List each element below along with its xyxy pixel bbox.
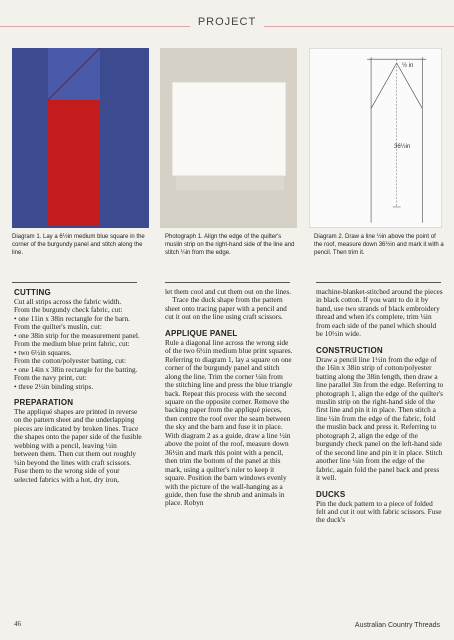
body-paragraph: From the quilter's muslin, cut: bbox=[14, 322, 102, 332]
body-paragraph: Pin the duck pattern to a piece of folded felt and cut it out with fabric scissors. Fuse the duck's bbox=[316, 498, 442, 525]
page-number: 46 bbox=[14, 620, 21, 628]
body-paragraph: Draw a pencil line 1½in from the edge of the 16in x 38in strip of cotton/polyester batting along the 38in length, then draw a line parallel 3in from the edge. Referring to photograph 1, align the edge of the quilter's muslin strip on the right-hand side of the first line and pin it in place. Then stitch a line ¼in from the edge of the fabric, fold the muslin back and press it. Referring to photograph 2, align the edge of the burgundy check panel on the left-hand side of the second line and pin it in place. Stitch another line ¼in from the edge of the fabric, again fold the panel back and press it well. bbox=[316, 354, 444, 483]
body-paragraph: From the navy print, cut: bbox=[14, 373, 87, 383]
text-column-2 bbox=[165, 288, 293, 508]
paragraph-gap bbox=[316, 483, 444, 490]
diagram-1 bbox=[12, 48, 149, 228]
fabric-shadow bbox=[176, 176, 284, 190]
body-paragraph: The appliqué shapes are printed in reverse on the pattern sheet and the underlapping pieces are indicated by broken lines. Trace the shapes onto the paper side of the fusible webbing with a pencil, leaving ½in between them. Then cut them out roughly ¼in beyond the lines with craft scissors. Fuse them to the wrong side of your selected fabrics with a hot, dry iron, bbox=[14, 406, 142, 484]
body-paragraph: let them cool and cut them out on the lines. bbox=[165, 287, 292, 296]
section-heading: DUCKS bbox=[316, 489, 346, 499]
roof-diagram bbox=[310, 49, 441, 227]
magazine-name: Australian Country Threads bbox=[354, 622, 440, 629]
body-paragraph: From the cotton/polyester batting, cut: bbox=[14, 356, 127, 366]
column-rule bbox=[12, 282, 137, 283]
label-half-inch: ½ in bbox=[402, 63, 414, 69]
body-paragraph: • two 6½in squares. bbox=[14, 347, 72, 357]
diagonal-line bbox=[12, 48, 149, 228]
diagram-2 bbox=[309, 48, 442, 228]
section-heading: CONSTRUCTION bbox=[316, 345, 383, 355]
paragraph-gap bbox=[14, 391, 142, 398]
caption-diagram-2: Diagram 2. Draw a line ½in above the point of the roof, measure down 36½in and mark it with a pencil. Then trim it. bbox=[314, 234, 444, 256]
page-header bbox=[0, 16, 454, 28]
body-paragraph: Rule a diagonal line across the wrong side of the two 6½in medium blue print squares. Referring to diagram 1, lay a square on one corner of the burgundy panel and stitch along the line. Trim the corner ¼in from the stitching line and press the blue triangle back. Repeat this process with the second square on the opposite corner. Remove the backing paper from the appliqué pieces, then centre the roof over the seam between the sky and the barn and fuse it in place. With diagram 2 as a guide, draw a line ½in above the point of the roof, measure down 36½in and mark this point with a pencil, then trim the bottom of the panel at this mark, using a quilter's ruler to keep it square. Position the barn windows evenly with the picture of the wall-hanging as a guide, then fuse the shrub and animals in place. Robyn bbox=[165, 337, 293, 508]
photograph-1 bbox=[160, 48, 297, 228]
column-rule bbox=[165, 282, 290, 283]
body-paragraph: • three 2½in binding strips. bbox=[14, 381, 94, 391]
muslin-strip bbox=[172, 82, 286, 176]
body-paragraph: machine-blanket-stitched around the pieces in black cotton. If you want to do it by hand, use two strands of black embroidery thread and when it's complete, trim ¼in from each side of the panel which should be 10½in wide. bbox=[316, 287, 443, 339]
text-column-1 bbox=[14, 288, 142, 484]
section-title: PROJECT bbox=[190, 16, 264, 28]
column-rule bbox=[316, 282, 441, 283]
section-heading: APPLIQUE PANEL bbox=[165, 328, 238, 338]
section-heading: PREPARATION bbox=[14, 397, 74, 407]
body-paragraph: From the medium blue print fabric, cut: bbox=[14, 339, 130, 349]
body-paragraph: • one 14in x 38in rectangle for the batting. bbox=[14, 364, 138, 374]
body-paragraph: • one 38in strip for the measurement panel. bbox=[14, 330, 140, 340]
body-paragraph: From the burgundy check fabric, cut: bbox=[14, 305, 123, 315]
paragraph-gap bbox=[316, 339, 444, 346]
body-paragraph: Trace the duck shape from the pattern sheet onto tracing paper with a pencil and cut it out on the line using craft scissors. bbox=[165, 295, 287, 322]
body-paragraph: • one 11in x 38in rectangle for the barn. bbox=[14, 313, 130, 323]
caption-photograph-1: Photograph 1. Align the edge of the quilter's muslin strip on the right-hand side of the line and stitch ¼in from the edge. bbox=[165, 234, 295, 256]
label-measure: 36½in bbox=[394, 144, 411, 150]
section-heading: CUTTING bbox=[14, 288, 51, 297]
caption-diagram-1: Diagram 1. Lay a 6½in medium blue square in the corner of the burgundy panel and stitch along the line. bbox=[12, 234, 145, 256]
text-column-3 bbox=[316, 288, 444, 525]
paragraph-gap bbox=[165, 322, 293, 329]
body-paragraph: Cut all strips across the fabric width. bbox=[14, 297, 122, 306]
